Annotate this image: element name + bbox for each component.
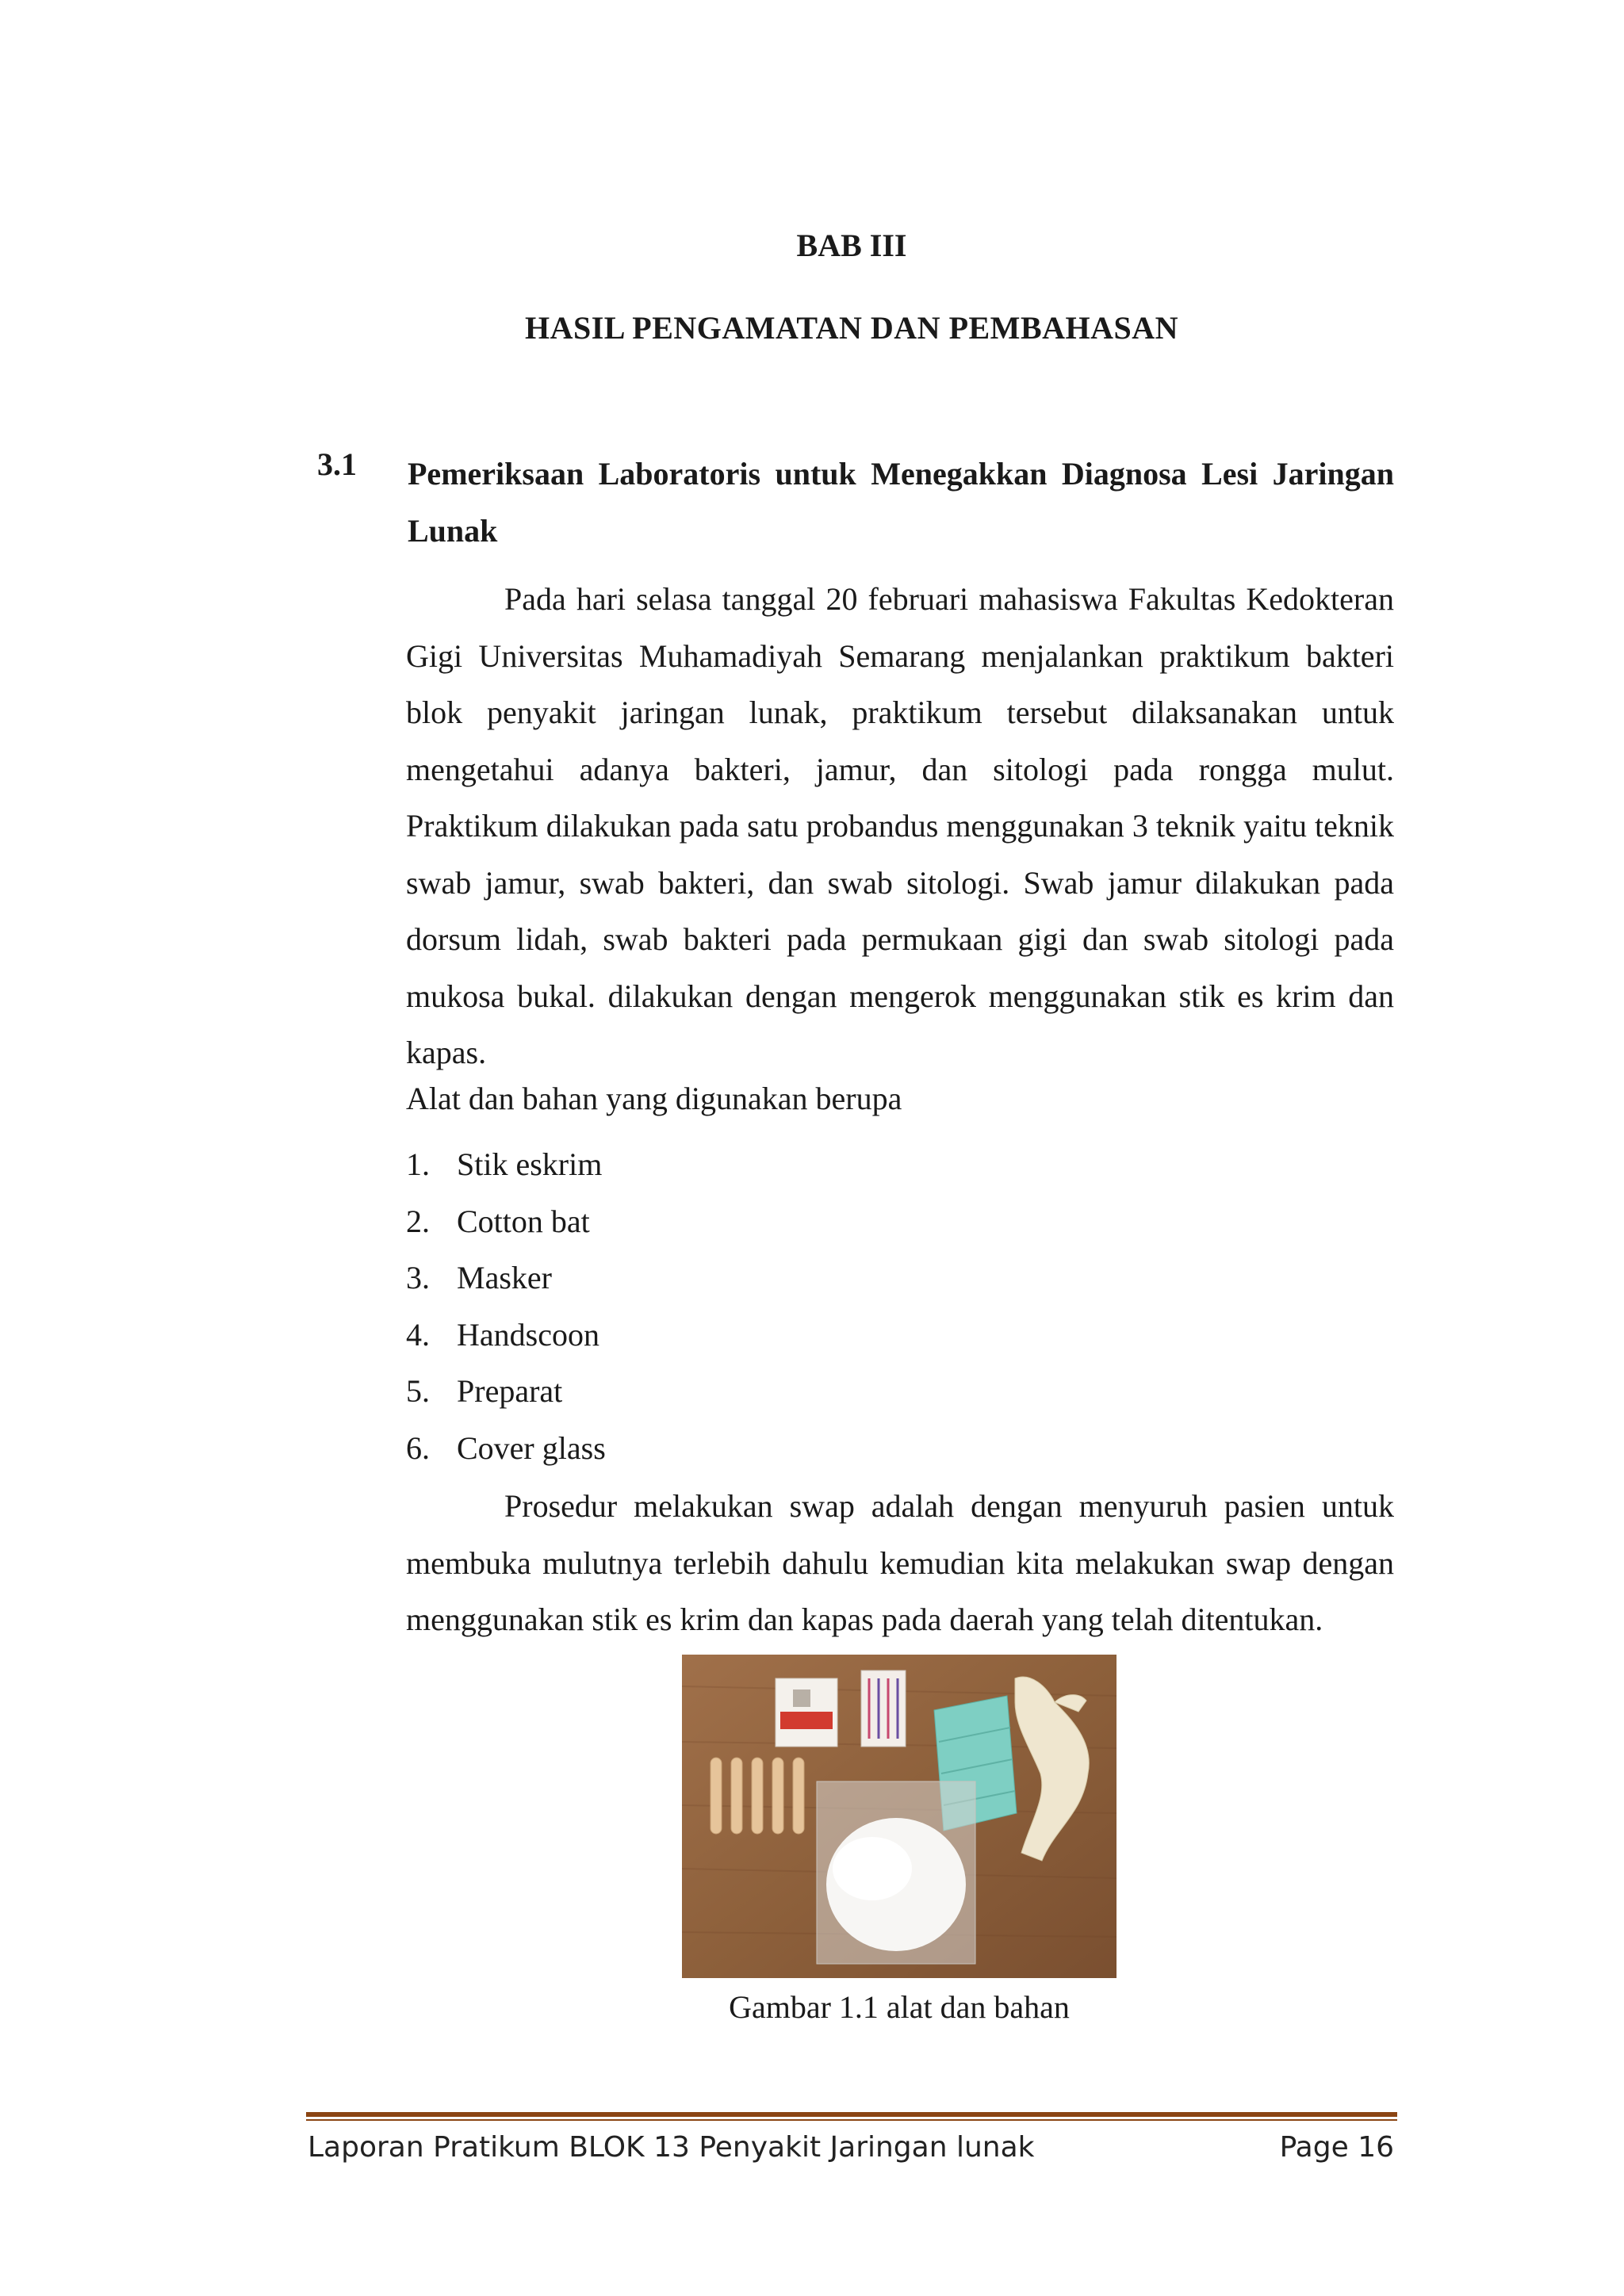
materials-photo: [682, 1655, 1116, 1978]
list-item: [406, 1420, 606, 1477]
list-item: [406, 1249, 606, 1307]
list-item-text: Masker: [457, 1260, 552, 1295]
slide-box-icon: [776, 1678, 837, 1747]
list-item-text: Cotton bat: [457, 1203, 590, 1239]
figure-caption: Gambar 1.1 alat dan bahan: [729, 1989, 1070, 2025]
list-item: [406, 1136, 606, 1193]
section-number: 3.1: [317, 446, 357, 482]
list-item-number: 4.: [406, 1316, 430, 1353]
paragraph-procedure: Prosedur melakukan swap adalah dengan menyuruh pasien untuk membuka mulutnya terlebih dahulu kemudian kita melakukan swap dengan menggunakan stik es krim dan kapas pada daerah yang telah ditentukan.: [406, 1488, 1394, 1637]
chapter-title: HASIL PENGAMATAN DAN PEMBAHASAN: [524, 310, 1179, 346]
paragraph-intro: Pada hari selasa tanggal 20 februari mahasiswa Fakultas Kedokteran Gigi Universitas Muhamadiyah Semarang menjalankan praktikum bakteri blok penyakit jaringan lunak, praktikum tersebut dilaksanakan untuk mengetahui adanya bakteri, jamur, dan sitologi pada rongga mulut. Praktikum dilakukan pada satu probandus menggunakan 3 teknik yaitu teknik swab jamur, swab bakteri, dan swab sitologi. Swab jamur dilakukan pada dorsum lidah, swab bakteri pada permukaan gigi dan swab sitologi pada mukosa bukal. dilakukan dengan mengerok menggunakan stik es krim dan kapas.: [406, 581, 1394, 1070]
list-item-number: 1.: [406, 1146, 430, 1182]
list-item-number: 3.: [406, 1260, 430, 1295]
materials-list: [406, 1136, 606, 1476]
cover-glass-icon: [861, 1670, 906, 1747]
list-item-text: Cover glass: [457, 1429, 606, 1466]
list-item: [406, 1363, 606, 1420]
list-item-number: 6.: [406, 1429, 430, 1466]
list-item-text: Preparat: [457, 1373, 563, 1409]
list-item-number: 2.: [406, 1203, 430, 1239]
section-title: Pemeriksaan Laboratoris untuk Menegakkan Diagnosa Lesi Jaringan Lunak: [408, 456, 1394, 549]
list-item-text: Handscoon: [457, 1316, 599, 1353]
page-number: Page 16: [1279, 2131, 1394, 2164]
list-item-text: Stik eskrim: [457, 1146, 603, 1182]
list-item: [406, 1193, 606, 1250]
footer-title: Laporan Pratikum BLOK 13 Penyakit Jaringan lunak: [308, 2131, 1035, 2164]
list-item-number: 5.: [406, 1373, 430, 1409]
materials-intro: Alat dan bahan yang digunakan berupa: [406, 1081, 902, 1116]
list-item: [406, 1307, 606, 1364]
cotton-bag-icon: [817, 1781, 975, 1964]
footer-rule-thin: [306, 2119, 1397, 2121]
materials-photo-illustration: [682, 1655, 1116, 1978]
chapter-label: BAB III: [796, 228, 907, 263]
footer-rule: [306, 2112, 1397, 2117]
